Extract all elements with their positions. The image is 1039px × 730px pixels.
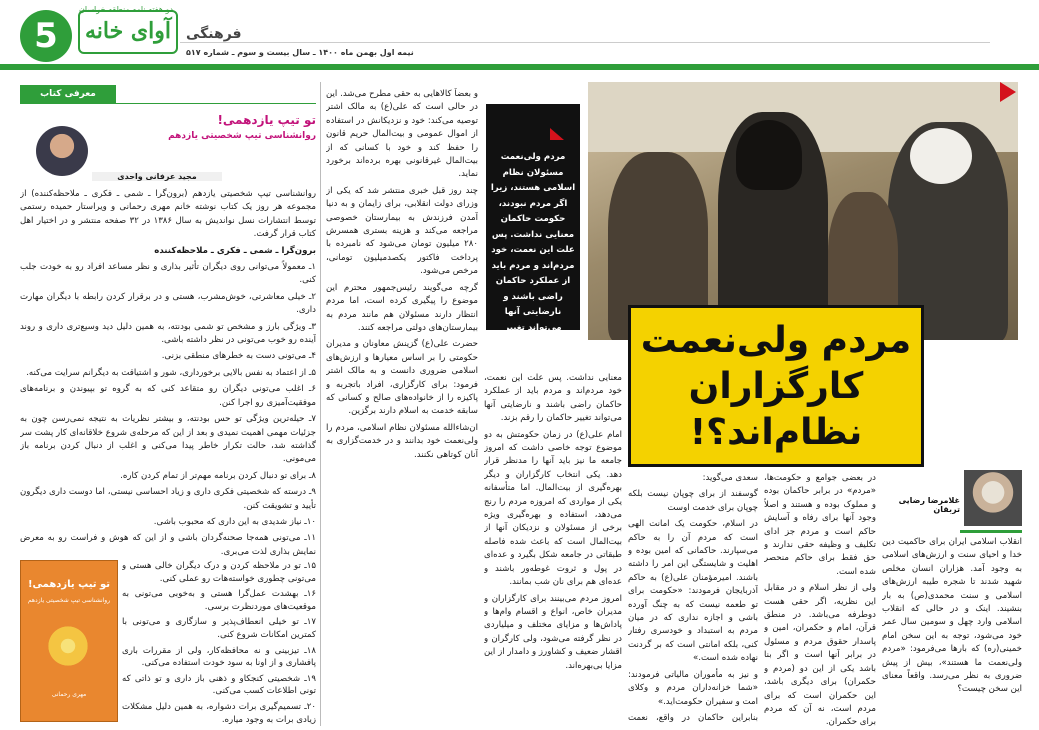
book-cover-subtitle: روانشناسی تیپ شخصیتی یازدهم xyxy=(27,597,111,604)
historical-photo xyxy=(588,82,1018,340)
figure-silhouette xyxy=(910,128,972,184)
column-divider xyxy=(320,82,321,726)
list-item: ۲۰ـ تسمیم‌گیری برات دشواره، به همین دلیل مشکلات زیادی برات به وجود میاره. xyxy=(122,701,316,725)
list-item: ۱۸ـ تیزبینی و نه محافظه‌کار، ولی از مقررات باری پافشاری و از اونا به سود خودت استفاده می‌کنی. xyxy=(122,645,316,669)
paragraph: بنابراین حاکمان در واقع، نعمت xyxy=(628,712,758,723)
logo-subtitle: دو هفته نامه منطقه خراسان xyxy=(79,5,173,14)
list-item: ۱۶ـ بهشدت عمل‌گرا هستی و به‌خوبی می‌تونی به موقعیت‌های موردنظرت برسی. xyxy=(122,589,316,612)
article-column-2 xyxy=(628,472,758,726)
list-item: ۳ـ ویژگی بارز و مشخص تو شمی بودنته، به همین دلیل دید وسیع‌تری داری و روند آینده رو خوب می‌تونی در نظر داشته باشی. xyxy=(20,321,316,346)
page-number-badge: 5 xyxy=(20,10,72,62)
list-item: ۸ـ برای تو دنبال کردن برنامه مهم‌تر از تمام کردن کاره. xyxy=(120,470,316,481)
book-review-top xyxy=(20,188,316,558)
section-title: فرهنگی xyxy=(186,26,242,42)
header-green-bar xyxy=(0,64,1039,70)
writer-accent-bar xyxy=(960,530,1022,533)
book-cover-title: تو تیپ یازدهمی! xyxy=(27,579,111,590)
subheading: برون‌گرا ـ شمی ـ فکری ـ ملاحظه‌کننده xyxy=(154,245,316,256)
arrow-marker xyxy=(1000,82,1016,102)
list-item: ۷ـ حیله‌ترین ویژگی تو حس بودنته، و بیشتر نظریات به نتیجه نمی‌رسن چون به جزئیات مهمی اهمیت نمیدی و بعد از این که مرحله‌ی شروع خلاقانه‌ای کار پشت سر گذاشته شد، حالت تکرار خاطر پیدا می‌کنی و اغلب از دنبال کردن برنامه باز می‌مونی. xyxy=(20,414,316,465)
paragraph: امروز مردم می‌بینند برای کارگزاران و مدیران خاص، انواع و اقسام وام‌ها و پاداش‌ها و مزایای مختلف و میلیاردی در نظر گرفته می‌شود، ولی کارگران و اقشار ضعیف و کشاورز و دامدار از این مزایا بی‌بهره‌اند. xyxy=(484,593,622,671)
article-column-3 xyxy=(484,372,622,726)
list-item: ۱۷ـ تو خیلی انعطاف‌پذیر و سازگاری و می‌تونی با کمترین امکانات شروع کنی. xyxy=(122,617,316,640)
paragraph: گوسفند از برای چوپان نیست بلکه چوپان برای خدمت اوست xyxy=(628,489,758,513)
book-subtitle: روانشناسی تیپ شخصیتی یازدهم xyxy=(168,131,316,141)
figure-silhouette xyxy=(736,120,802,190)
paragraph: معنایی نداشت. پس علت این نعمت، خود مردم‌اند و مردم باید از عملکرد حاکمان راضی باشند و نارضایتی آنها می‌تواند تغییر حاکمان را رقم بزند. xyxy=(484,373,622,424)
header-rule xyxy=(180,42,990,43)
list-item: ۶ـ اغلب می‌تونی دیگران رو متقاعد کنی که به گروه تو بپیوندن و برنامه‌های موفقیت‌آمیزی رو اجرا کنن. xyxy=(20,384,316,408)
list-item: ۵ـ از اعتماد به نفس بالایی برخورداری، شور و اشتیاقت به دیگرانم سرایت می‌کنه. xyxy=(26,367,316,378)
paragraph: ولی از نظر اسلام و در مقابل این نظریه، اگر حقی هست دوطرفه می‌باشد. در منطق قرآن، امام و حکمران، امین و پاسدار حقوق مردم و مسئول در برابر آنها است و اگر بنا باشد یکی از این دو (مردم و حکمران) برای دیگری باشد، این حکمران است که برای مردم است، نه آن که مردم برای حکمران. xyxy=(764,583,876,726)
list-item: ۴ـ می‌تونی دست به خطرهای منطقی بزنی. xyxy=(161,351,316,362)
paragraph: روانشناسی تیپ شخصیتی یازدهم (برون‌گرا ـ شمی ـ فکری ـ ملاحظه‌کننده) از مجموعه هر روز یک کتاب نوشته خانم مهری رحمانی و ویراستار حمیده رستمی توسط انتشارات نسل نواندیش به سال ۱۳۸۶ در ۳۲ صفحه منتشر و در اختیار اهل کتاب قرار گرفت. xyxy=(20,189,316,240)
paragraph: سعدی می‌گوید: xyxy=(702,473,758,483)
paragraph: گرچه می‌گویند رئیس‌جمهور محترم این موضوع را پیگیری کرده است، اما مردم انتظار دارند مسئولان هم مانند مردم به بیمارستان‌های دولتی مراجعه کنند. xyxy=(326,282,478,333)
paragraph: و نیز به مأموران مالیاتی فرمودند: «شما خزانه‌داران مردم و وکلای امت و سفیران حکومت‌اید.» xyxy=(628,669,758,707)
book-cover-image xyxy=(20,560,118,722)
article-headline: مردم ولی‌نعمت کارگزاران نظام‌اند؟! xyxy=(640,320,912,453)
paragraph: در بعضی جوامع و حکومت‌ها، «مردم» در برابر حاکمان بوده و مملوک بوده و هستند و اصلاً وجود آنها برای رفاه و آسایش حاکم است و مردم جز ادای تکلیف و وظیفه حقی ندارند و حق فقط برای حاکم منحصر شده است. xyxy=(764,473,876,577)
writer-photo xyxy=(964,470,1022,526)
author-photo xyxy=(36,126,88,176)
list-item: ۱۹ـ شخصیتی کنجکاو و ذهنی باز داری و تو ذاتی که تونی اطلاعات کسب می‌کنی. xyxy=(122,673,316,697)
book-section-label: معرفی کتاب xyxy=(20,85,116,103)
list-item: ۹ـ درسته که شخصیتی فکری داری و زیاد احساسی نیستی، اما دوست داری دیگرون تأیید و تشویقت کنن. xyxy=(20,487,316,511)
book-section-rule xyxy=(20,103,316,104)
article-column-4 xyxy=(326,88,478,726)
paragraph: در اسلام، حکومت یک امانت الهی است که مردم آن را به حاکم می‌سپارند. حاکمانی که امین بوده و اهلیت و شایستگی این امر را داشته باشند. امیرمؤمنان علی(ع) به حاکم آذربایجان فرمودند: «حکومت برای تو طعمه نیست که به چنگ آورده باشی و اجازه نداری که در میان مردم به استبداد و خودسری رفتار کنی، بلکه امانتی است که بر گردنت نهاده شده است.» xyxy=(628,519,758,664)
flower-illustration xyxy=(43,621,93,671)
paragraph: انقلاب اسلامی ایران برای حاکمیت دین خدا و احیای سنت و ارزش‌های اسلامی به وجود آمد. هزاران انسان مخلص شهید شدند تا شجره طیبه ارزش‌های اسلامی و سنت محمدی(ص) به بار بنشیند. اینک و در حالی که انقلاب اسلامی وارد چهل و سومین سال عمر خود می‌شود، توجه به این سخن امام خمینی(ره) که بارها می‌فرمود: «مردم ولی‌نعمت ما هستند»، بیش از پیش ضروری به نظر می‌رسد. واقعاً معنای این سخن چیست؟ xyxy=(882,537,1022,695)
book-review-bottom xyxy=(122,560,316,726)
paragraph: حضرت علی(ع) گزینش معاونان و مدیران حکومتی را بر اساس معیارها و ارزش‌های اسلامی ضروری دانست و به مالک اشتر فرمود: برای کارگزاری، افراد باتجربه و پاکیزه را از خانواده‌های صالح و کسانی که سابقه خدمت به اسلام دارند برگزین. xyxy=(326,339,478,417)
book-cover-author: مهری رحمانی xyxy=(51,691,87,698)
paragraph: ان‌شاءالله مسئولان نظام اسلامی، مردم را ولی‌نعمت خود بدانند و در خدمت‌گزاری به آنان کوتاهی نکنند. xyxy=(326,422,478,460)
paragraph: و بعضاً کالاهایی به حقی مطرح می‌شد. این در حالی است که علی(ع) به مالک اشتر توصیه می‌کند: خود و نزدیکانش در استفاده از اموال عمومی و بیت‌المال حریم قانون را حفظ کند و خود با کسانی که از بیت‌المال غیرقانونی بهره برده‌اند برخورد نماید. xyxy=(326,89,478,180)
pull-quote: مردم ولی‌نعمت مسئولان نظام اسلامی هستند، زیرا اگر مردم نبودند، حکومت حاکمان معنایی نداشت. پس علت این نعمت، خود مردم‌اند و مردم باید از عملکرد حاکمان راضی باشند و نارضایتی آنها می‌تواند تغییر حاکمان را رقم بزند. xyxy=(490,152,576,348)
issue-line: نیمه اول بهمن ماه ۱۴۰۰ ـ سال بیست و سوم ـ شماره ۵۱۷ xyxy=(186,48,414,57)
list-item: ۲ـ خیلی معاشرتی، خوش‌مشرب، هستی و در برقرار کردن رابطه با دیگران مهارت داری. xyxy=(20,291,316,316)
list-item: ۱۰ـ نیاز شدیدی به این داری که محبوب باشی. xyxy=(153,516,316,527)
list-item: ۱۱ـ می‌تونی همه‌جا صحنه‌گردان باشی و از این که هوش و فراست رو به معرض نمایش بذاری لذت می‌بری. xyxy=(20,533,316,557)
list-item: ۱۵ـ تو در ملاحظه کردن و درک دیگران خالی هستی و می‌تونی چطوری خواسته‌هات رو عملی کنی. xyxy=(122,561,316,584)
article-intro xyxy=(882,536,1022,726)
article-column-1 xyxy=(764,472,876,726)
author-name: مجید عرفانی واحدی xyxy=(92,172,222,181)
list-item: ۱ـ معمولاً می‌توانی روی دیگران تأثیر بذاری و نظر مساعد افراد رو به خودت جلب کنی. xyxy=(20,262,316,286)
newspaper-logo: آوای خانه xyxy=(78,10,178,54)
book-title: تو تیپ یازدهمی! xyxy=(217,113,316,127)
paragraph: امام علی(ع) در زمان حکومتش به دو موضوع توجه خاصی داشت که امروز جامعه ما نیز باید آنها را مدنظر قرار دهد. یکی انتخاب کارگزاران و دیگر بهره‌گیری از بیت‌المال. اما متأسفانه یکی از مواردی که امروزه مردم را رنج می‌دهد، استفاده و بهره‌گیری ویژه برخی از مسئولان و نزدیکان آنها از بیت‌المال است که باعث شده فاصله طبقاتی در جامعه شکل بگیرد و عده‌ای در پول و ثروت غوطه‌ور باشند و عده‌ای هم برای نان شب بمانند. xyxy=(484,429,622,588)
writer-name: غلامرضا رضایی تربقان xyxy=(898,496,960,514)
paragraph: چند روز قبل خبری منتشر شد که یکی از وزرای دولت انقلابی، برای زایمان و به دنیا آمدن فرزندش به بیمارستان خصوصی مراجعه می‌کند و هزینه بستری همسرش ۲۸۰ میلیون تومان می‌شود که نامبرده با پرداخت فاکتور یکصدمیلیون تومانی، مرخص می‌شود. xyxy=(326,185,478,277)
